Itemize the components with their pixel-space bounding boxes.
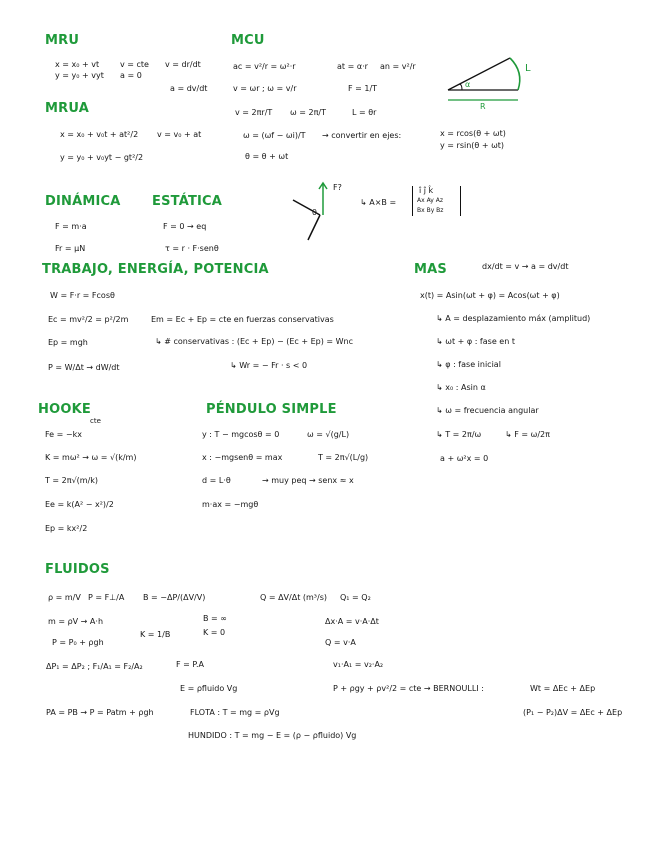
angle-label: θ — [312, 208, 317, 217]
formula: τ = r · F·senθ — [165, 244, 219, 253]
formula: Fr = μN — [55, 244, 86, 253]
matrix-row: Bx By Bz — [417, 207, 444, 214]
formula: ↳ A = desplazamiento máx (amplitud) — [436, 314, 591, 323]
formula: m = ρV → A·h — [48, 617, 104, 626]
formula: W = F·r = Fcosθ — [50, 291, 115, 300]
formula: (P₁ − P₂)ΔV = ΔEc + ΔEp — [523, 708, 623, 717]
formula: x = rcos(θ + ωt) — [440, 129, 506, 138]
formula: E = ρfluido Vg — [180, 684, 238, 693]
formula: → convertir en ejes: — [322, 131, 402, 140]
formula: ↳ # conservativas : (Ec + Ep) − (Ec + Ep) = Wnc — [155, 337, 354, 346]
formula: Ec = mv²/2 = p²/2m — [48, 315, 129, 324]
formula: θ = θ + ωt — [245, 152, 289, 161]
formula: T = 2π√(m/k) — [45, 476, 99, 485]
formula: F = m·a — [55, 222, 87, 231]
matrix-row: î ĵ k̂ — [419, 186, 434, 195]
heading-mcu: MCU — [231, 33, 265, 48]
formula: ω = (ωf − ωi)/T — [243, 131, 306, 140]
formula: ω = 2π/T — [290, 108, 326, 117]
formula: v = cte — [120, 60, 149, 69]
sector-label-r: R — [480, 102, 486, 111]
formula: F = 1/T — [348, 84, 378, 93]
formula: ΔP₁ = ΔP₂ ; F₁/A₁ = F₂/A₂ — [46, 662, 143, 671]
formula: ac = v²/r = ω²·r — [233, 62, 296, 71]
formula: y : T − mgcosθ = 0 — [202, 430, 280, 439]
formula: ρ = m/V — [48, 593, 81, 602]
heading-estatica: ESTÁTICA — [152, 194, 223, 209]
formula: P = W/Δt → dW/dt — [48, 363, 120, 372]
formula: K = mω² → ω = √(k/m) — [45, 453, 137, 462]
heading-mas: MAS — [414, 262, 447, 277]
formula: v = 2πr/T — [235, 108, 273, 117]
formula: Q = v·A — [325, 638, 356, 647]
formula: dx/dt = v → a = dv/dt — [482, 262, 569, 271]
formula: a + ω²x = 0 — [440, 454, 489, 463]
heading-mru: MRU — [45, 33, 80, 48]
formula: F = P.A — [176, 660, 204, 669]
matrix-row: Ax Ay Az — [417, 197, 443, 204]
formula: HUNDIDO : T = mg − E = (ρ − ρfluido) Vg — [188, 731, 357, 740]
formula: x = x₀ + v₀t + at²/2 — [60, 130, 139, 139]
circular-sector-diagram — [440, 50, 540, 115]
formula: ↳ x₀ : Asin α — [436, 383, 486, 392]
formula: d = L·θ — [202, 476, 231, 485]
formula: B = ∞ — [203, 614, 227, 623]
formula: v = dr/dt — [165, 60, 201, 69]
formula: Wt = ΔEc + ΔEp — [530, 684, 596, 693]
formula: at = α·r — [337, 62, 368, 71]
formula: v = ωr ; ω = v/r — [233, 84, 297, 93]
formula: P = F⊥/A — [88, 593, 125, 602]
formula: ↳ T = 2π/ω — [436, 430, 482, 439]
formula: Q = ΔV/Δt (m³/s) — [260, 593, 327, 602]
sector-label-alpha: α — [465, 80, 471, 89]
formula: Q₁ = Q₂ — [340, 593, 371, 602]
formula: P + ρgy + ρv²/2 = cte → BERNOULLI : — [333, 684, 484, 693]
formula: ↳ F = ω/2π — [505, 430, 550, 439]
formula: P = P₀ + ρgh — [52, 638, 104, 647]
formula: y = rsin(θ + ωt) — [440, 141, 505, 150]
formula: B = −ΔP/(ΔV/V) — [143, 593, 206, 602]
formula: PA = PB → P = Patm + ρgh — [46, 708, 154, 717]
formula: a = 0 — [120, 71, 142, 80]
sector-label-l: L — [525, 63, 531, 74]
annotation: cte — [90, 417, 101, 425]
formula: Fe = −kx — [45, 430, 82, 439]
formula: y = y₀ + v₀yt − gt²/2 — [60, 153, 144, 162]
formula: ↳ ω = frecuencia angular — [436, 406, 539, 415]
formula: an = v²/r — [380, 62, 416, 71]
heading-pendulo: PÉNDULO SIMPLE — [206, 402, 337, 417]
cross-product-matrix — [412, 186, 461, 216]
formula: m·ax = −mgθ — [202, 500, 259, 509]
heading-mrua: MRUA — [45, 101, 89, 116]
formula: x = x₀ + vt — [55, 60, 100, 69]
heading-fluidos: FLUIDOS — [45, 562, 110, 577]
formula: x(t) = Asin(ωt + φ) = Acos(ωt + φ) — [420, 291, 560, 300]
formula: F = 0 → eq — [163, 222, 207, 231]
formula: ω = √(g/L) — [307, 430, 350, 439]
formula: FLOTA : T = mg = ρVg — [190, 708, 280, 717]
formula: Ep = mgh — [48, 338, 88, 347]
formula: T = 2π√(L/g) — [318, 453, 369, 462]
formula: Ep = kx²/2 — [45, 524, 88, 533]
heading-trabajo: TRABAJO, ENERGÍA, POTENCIA — [42, 262, 269, 277]
force-label: F? — [333, 183, 342, 192]
formula: K = 0 — [203, 628, 226, 637]
formula: ↳ Wr = − Fr · s < 0 — [230, 361, 308, 370]
formula: Ee = k(A² − x²)/2 — [45, 500, 114, 509]
formula: L = θr — [352, 108, 377, 117]
cross-product: ↳ A×B = — [360, 198, 397, 207]
formula: K = 1/B — [140, 630, 171, 639]
heading-dinamica: DINÁMICA — [45, 194, 121, 209]
formula: → muy peq → senx ≈ x — [262, 476, 354, 485]
formula: v₁·A₁ = v₂·A₂ — [333, 660, 384, 669]
formula: Em = Ec + Ep = cte en fuerzas conservativas — [151, 315, 334, 324]
formula: ↳ φ : fase inicial — [436, 360, 501, 369]
formula: ↳ ωt + φ : fase en t — [436, 337, 515, 346]
formula: Δx·A = v·A·Δt — [325, 617, 379, 626]
formula: x : −mgsenθ = max — [202, 453, 283, 462]
formula: v = v₀ + at — [157, 130, 202, 139]
formula: a = dv/dt — [170, 84, 208, 93]
formula: y = y₀ + vyt — [55, 71, 104, 80]
heading-hooke: HOOKE — [38, 402, 91, 417]
